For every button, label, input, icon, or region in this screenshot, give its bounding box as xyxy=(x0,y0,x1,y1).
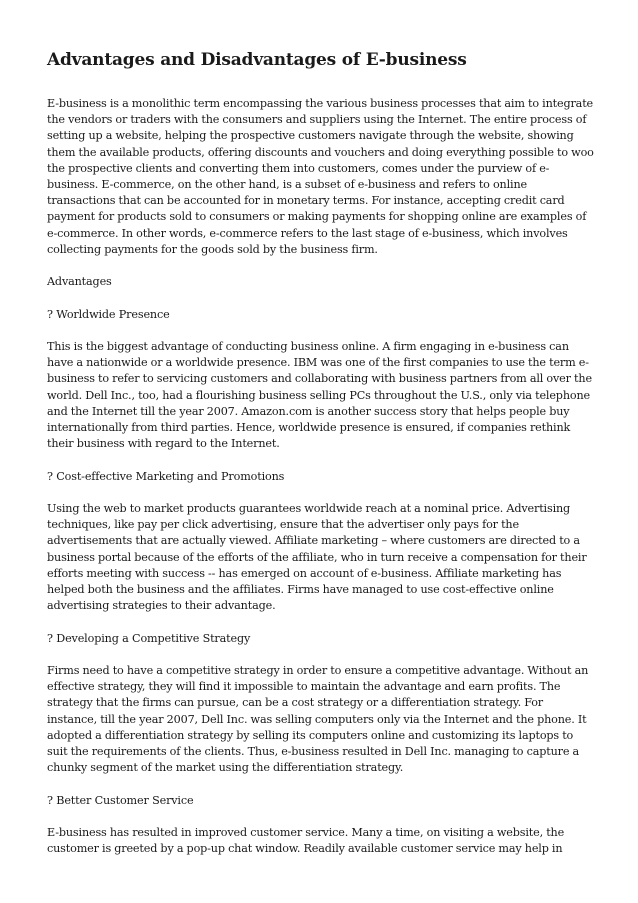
document-title: Advantages and Disadvantages of E-business xyxy=(47,50,467,70)
advantages-label: Advantages xyxy=(47,275,112,289)
section-body-competitive-strategy: Firms need to have a competitive strategy in order to ensure a competitive advantage. Without an effective strategy, they will find it impossible to maintain the advantage and earn profits. The strategy that the firms can pursue, can be a cost strategy or a differentiation strategy. For instance, till the year 2007, Dell Inc. was selling computers only via the Internet and the phone. It adopted a differentiation strategy by selling its computers online and customizing its laptops to suit the requirements of the clients. Thus, e-business resulted in Dell Inc. managing to capture a chunky segment of the market using the differentiation strategy. xyxy=(47,664,589,775)
section-heading-worldwide-presence: ? Worldwide Presence xyxy=(47,307,170,321)
section-body-cost-effective-marketing: Using the web to market products guarantees worldwide reach at a nominal price. Advertising techniques, like pay per click advertising, ensure that the advertiser only pays for the advertisements that are actually viewed. Affiliate marketing – where customers are directed to a business portal because of the efforts of the affiliate, who in turn receive a compensation for their efforts meeting with success -- has emerged on account of e-business. Affiliate marketing has helped both the business and the affiliates. Firms have managed to use cost-effective online advertising strategies to their advantage. xyxy=(47,502,587,613)
section-body-worldwide-presence: This is the biggest advantage of conducting business online. A firm engaging in e-business can have a nationwide or a worldwide presence. IBM was one of the first companies to use the term e-business to refer to servicing customers and collaborating with business partners from all over the world. Dell Inc., too, had a flourishing business selling PCs throughout the U.S., only via telephone and the Internet till the year 2007. Amazon.com is another success story that helps people buy internationally from third parties. Hence, worldwide presence is ensured, if companies rethink their business with regard to the Internet. xyxy=(47,340,592,451)
intro-paragraph: E-business is a monolithic term encompassing the various business processes that aim to integrate the vendors or traders with the consumers and suppliers using the Internet. The entire process of setting up a website, helping the prospective customers navigate through the website, showing them the available products, offering discounts and vouchers and doing everything possible to woo the prospective clients and converting them into customers, comes under the purview of e-business. E-commerce, on the other hand, is a subset of e-business and refers to online transactions that can be accounted for in monetary terms. For instance, accepting credit card payment for products sold to consumers or making payments for shopping online are examples of e-commerce. In other words, e-commerce refers to the last stage of e-business, which involves collecting payments for the goods sold by the business firm. xyxy=(47,97,594,256)
section-heading-cost-effective-marketing: ? Cost-effective Marketing and Promotions xyxy=(47,469,285,483)
document-page xyxy=(47,48,595,874)
section-heading-customer-service: ? Better Customer Service xyxy=(47,793,194,807)
section-heading-competitive-strategy: ? Developing a Competitive Strategy xyxy=(47,631,251,645)
section-body-customer-service: E-business has resulted in improved customer service. Many a time, on visiting a website, the customer is greeted by a pop-up chat window. Readily available customer service may help in xyxy=(47,826,565,856)
